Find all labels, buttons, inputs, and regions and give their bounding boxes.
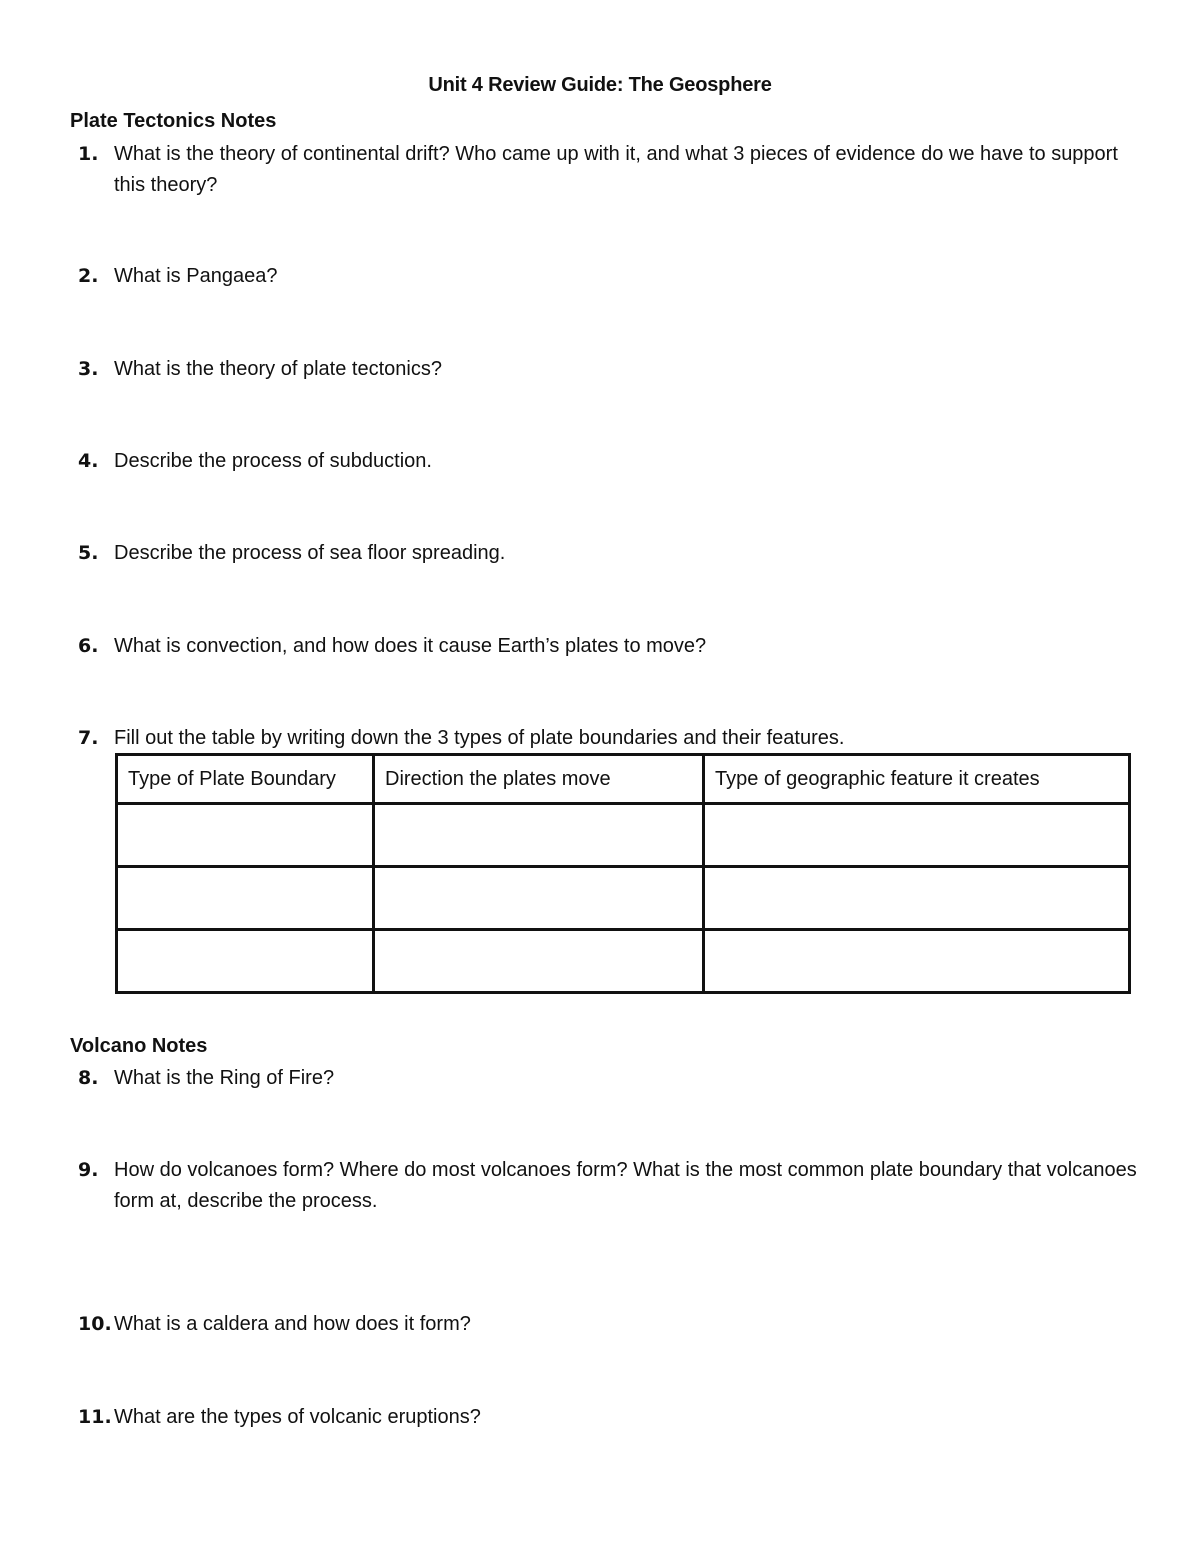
question-number: 6. xyxy=(78,635,99,657)
question-text: Describe the process of subduction. xyxy=(114,450,432,472)
question-text: How do volcanoes form? Where do most volcanoes form? What is the most common plate boundary that volcanoes form at, describe the process. xyxy=(114,1159,1137,1212)
question-text: What is the Ring of Fire? xyxy=(114,1067,335,1089)
table-header-cell: Type of Plate Boundary xyxy=(117,755,374,804)
answer-cell[interactable] xyxy=(117,804,374,867)
question-number: 2. xyxy=(78,265,99,287)
question-number: 3. xyxy=(78,358,99,380)
question-text: What is the theory of plate tectonics? xyxy=(114,358,442,380)
answer-cell[interactable] xyxy=(704,804,1130,867)
question-text: What is the theory of continental drift? Who came up with it, and what 3 pieces of evidence do we have to support this theory? xyxy=(114,143,1118,196)
table-header-cell: Type of geographic feature it creates xyxy=(704,755,1130,804)
question-text: Fill out the table by writing down the 3 types of plate boundaries and their features. xyxy=(114,727,845,749)
table-header-row xyxy=(117,755,1130,804)
question-text: Describe the process of sea floor spreading. xyxy=(114,542,506,564)
table-row xyxy=(117,867,1130,930)
answer-cell[interactable] xyxy=(374,804,704,867)
question-text: What is Pangaea? xyxy=(114,265,278,287)
answer-cell[interactable] xyxy=(374,867,704,930)
question-number: 1. xyxy=(78,143,99,165)
answer-cell[interactable] xyxy=(374,930,704,993)
plate-boundaries-table xyxy=(115,753,1131,994)
question-number: 5. xyxy=(78,542,99,564)
question-text: What is convection, and how does it cause Earth’s plates to move? xyxy=(114,635,707,657)
question-number: 4. xyxy=(78,450,99,472)
table-row xyxy=(117,804,1130,867)
question-number: 11. xyxy=(78,1406,112,1428)
table-header-cell: Direction the plates move xyxy=(374,755,704,804)
question-number: 9. xyxy=(78,1159,99,1181)
answer-cell[interactable] xyxy=(704,867,1130,930)
question-number: 7. xyxy=(78,727,99,749)
section-heading-plate-tectonics: Plate Tectonics Notes xyxy=(70,110,277,132)
section-heading-volcano: Volcano Notes xyxy=(70,1035,208,1057)
question-text: What is a caldera and how does it form? xyxy=(114,1313,471,1335)
question-number: 8. xyxy=(78,1067,99,1089)
question-number: 10. xyxy=(78,1313,112,1335)
question-text: What are the types of volcanic eruptions? xyxy=(114,1406,481,1428)
answer-cell[interactable] xyxy=(117,867,374,930)
answer-cell[interactable] xyxy=(117,930,374,993)
table-row xyxy=(117,930,1130,993)
page-title: Unit 4 Review Guide: The Geosphere xyxy=(428,74,772,96)
answer-cell[interactable] xyxy=(704,930,1130,993)
